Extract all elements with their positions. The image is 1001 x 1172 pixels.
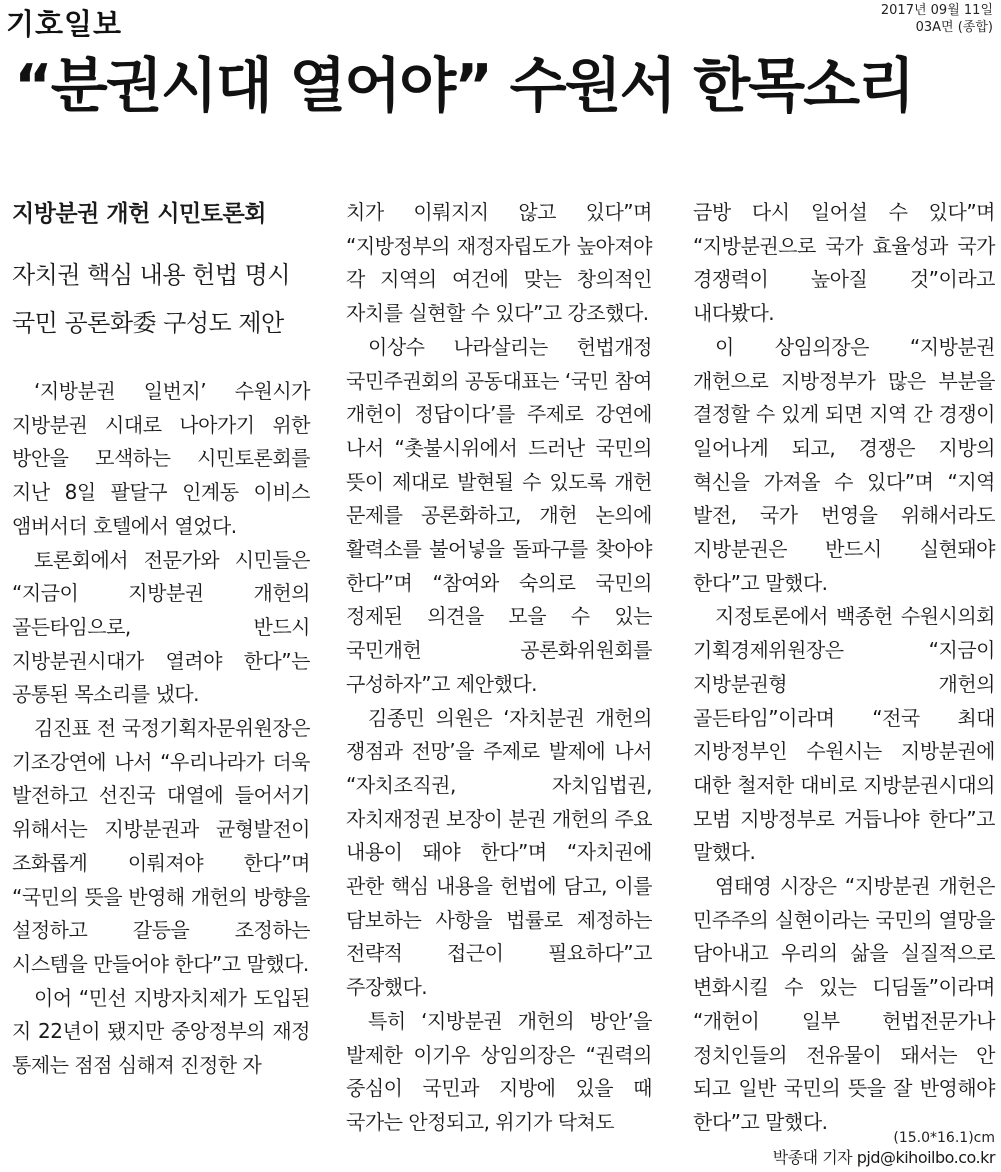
publish-date: 2017년 09월 11일 xyxy=(880,3,993,18)
article-meta xyxy=(881,2,993,36)
article-column-2 xyxy=(346,196,652,1140)
article-column-3 xyxy=(693,196,995,1172)
clipping-size: (15.0*16.1)cm xyxy=(893,1130,995,1146)
subhead-2: 국민 공론화委 구성도 제안 xyxy=(12,309,284,337)
subhead-1: 자치권 핵심 내용 헌법 명시 xyxy=(12,261,291,289)
article-kicker: 지방분권 개헌 시민토론회 xyxy=(12,201,266,227)
paragraph: 치가 이뤄지지 않고 있다”며 “지방정부의 재정자립도가 높아져야 각 지역의 여건에 맞는 창의적인 자치를 실현할 수 있다”고 강조했다. xyxy=(346,200,652,326)
paragraph: 특히 ‘지방분권 개헌의 방안’을 발제한 이기우 상임의장은 “권력의 중심이 국민과 지방에 있을 때 국가는 안정되고, 위기가 닥쳐도 xyxy=(346,1008,652,1134)
article-column-1 xyxy=(12,196,310,1083)
article-subheads xyxy=(12,251,310,347)
paragraph: 김종민 의원은 ‘자치분권 개헌의 쟁점과 전망’을 주제로 발제에 나서 “자치조직권, 자치입법권, 자치재정권 보장이 분권 개헌의 주요 내용이 돼야 한다”며 “자치권에 관한 핵심 내용을 헌법에 담고, 이를 담보하는 사항을 법률로 제정하는 전략적 접근이 필요하다”고 주장했다. xyxy=(346,705,652,1000)
paragraph: 지정토론에서 백종헌 수원시의회 기획경제위원장은 “지금이 지방분권형 개헌의 골든타임”이라며 “전국 최대 지방정부인 수원시는 지방분권에 대한 철저한 대비로 지방분권시대의 모범 지방정부로 거듭나야 한다”고 말했다. xyxy=(693,604,995,865)
paragraph: ‘지방분권 일번지’ 수원시가 지방분권 시대로 나아가기 위한 방안을 모색하는 시민토론회를 지난 8일 팔달구 인계동 이비스 앰버서더 호텔에서 열었다. xyxy=(12,379,310,538)
newspaper-masthead: 기호일보 xyxy=(6,7,123,41)
paragraph: 이상수 나라살리는 헌법개정 국민주권회의 공동대표는 ‘국민 참여 개헌이 정답이다’를 주제로 강연에 나서 “촛불시위에서 드러난 국민의 뜻이 제대로 발현될 수 있도록 개헌 문제를 공론화하고, 개헌 논의에 활력소를 불어넣을 돌파구를 찾아야 한다”며 “참여와 숙의로 국민의 정제된 의견을 모을 수 있는 국민개헌 공론화위원회를 구성하자”고 제안했다. xyxy=(346,334,652,696)
paragraph: 이어 “민선 지방자치제가 도입된 지 22년이 됐지만 중앙정부의 재정 통제는 점점 심해져 진정한 자 xyxy=(12,985,310,1078)
paragraph: 이 상임의장은 “지방분권 개헌으로 지방정부가 많은 부분을 결정할 수 있게 되면 지역 간 경쟁이 일어나게 되고, 경쟁은 지방의 혁신을 가져올 수 있다”며 “지역 발전, 국가 번영을 위해서라도 지방분권은 반드시 실현돼야 한다”고 말했다. xyxy=(693,334,995,595)
paragraph: 금방 다시 일어설 수 있다”며 “지방분권으로 국가 효율성과 국가 경쟁력이 높아질 것”이라고 내다봤다. xyxy=(693,200,995,326)
article-headline: “분권시대 열어야” 수원서 한목소리 xyxy=(14,51,914,120)
paragraph: 염태영 시장은 “지방분권 개헌은 민주주의 실현이라는 국민의 열망을 담아내고 우리의 삶을 실질적으로 변화시킬 수 있는 디딤돌”이라며 “개헌이 일부 헌법전문가나 정치인들의 전유물이 돼서는 안 되고 일반 국민의 뜻을 잘 반영해야 한다”고 말했다. xyxy=(693,874,995,1134)
page-section: 03A면 (종합) xyxy=(915,20,993,35)
paragraph: 토론회에서 전문가와 시민들은 “지금이 지방분권 개헌의 골든타임으로, 반드시 지방분권시대가 열려야 한다”는 공통된 목소리를 냈다. xyxy=(12,547,310,707)
reporter-byline: 박종대 기자 pjd@kihoilbo.co.kr xyxy=(772,1147,995,1167)
paragraph: 김진표 전 국정기획자문위원장은 기조강연에 나서 “우리나라가 더욱 발전하고 선진국 대열에 들어서기 위해서는 지방분권과 균형발전이 조화롭게 이뤄져야 한다”며 “국민의 뜻을 반영해 개헌의 방향을 설정하고 갈등을 조정하는 시스템을 만들어야 한다”고 말했다. xyxy=(12,716,310,976)
